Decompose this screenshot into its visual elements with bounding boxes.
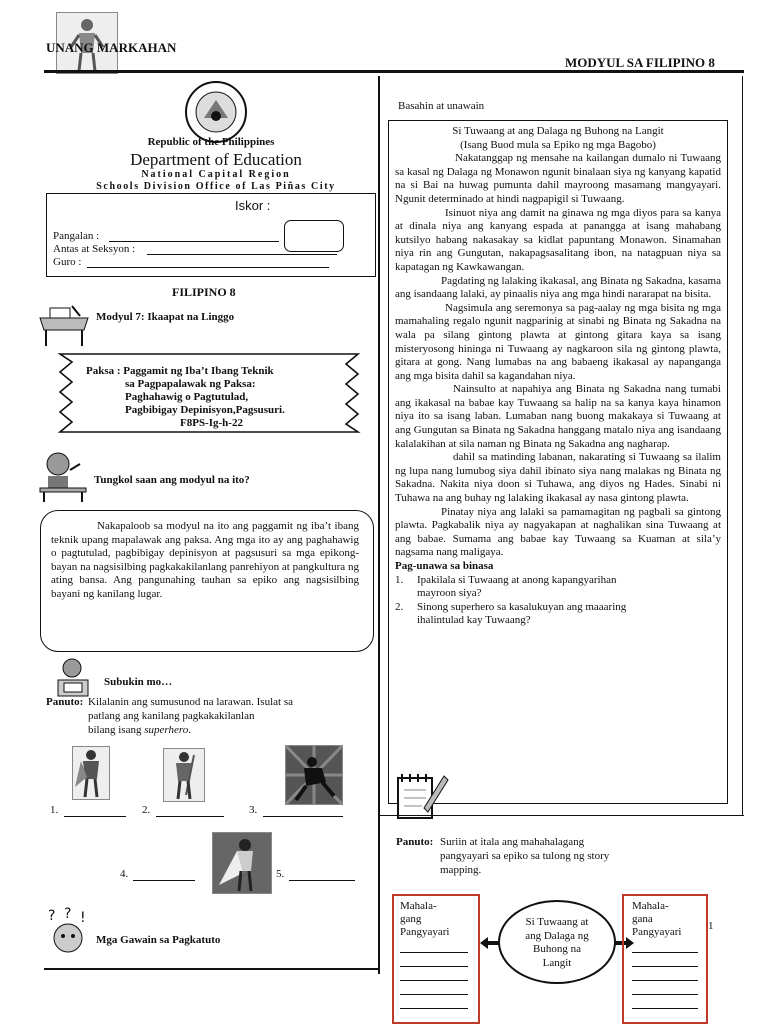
read-label: Basahin at unawain xyxy=(398,100,485,112)
map-right-label-1: Mahala- xyxy=(632,900,669,912)
answer-number-2: 2. xyxy=(142,804,151,816)
column-divider xyxy=(378,76,380,974)
name-label: Pangalan : xyxy=(53,230,100,242)
story-map-left-box xyxy=(392,894,480,1024)
instruction-line-3-text: bilang isang xyxy=(88,724,145,736)
answer-number-5: 5. xyxy=(276,868,285,880)
map-left-label-1: Mahala- xyxy=(400,900,437,912)
story-map-right-box xyxy=(622,894,708,1024)
map-right-line-5[interactable] xyxy=(632,1008,698,1009)
instruction-superhero: superhero xyxy=(144,724,189,736)
svg-text:?: ? xyxy=(64,906,72,922)
instruction-label: Panuto: xyxy=(46,696,84,708)
map-center-line-4: Langit xyxy=(542,956,572,969)
topic-line-1: Paksa : Paggamit ng Iba’t Ibang Teknik xyxy=(86,365,274,377)
topic-line-3: Paghahawig o Pagtutulad, xyxy=(125,391,249,403)
answer-blank-1[interactable] xyxy=(64,816,126,817)
story-paragraph-2: Isinuot niya ang damit na ginawa ng mga diyos para sa kanya at dinala niya ang kanyang espada at panangga at isang mahabang kutsilyo habang nakasakay sa kidlat papuntang Monawon. Sinamahan niya rin ang Gungutan, nakapagsasalitang ibon, na natagpuan niya sa kapatagan ng Kawkawangan. xyxy=(395,206,721,273)
question-1 xyxy=(395,574,721,601)
instruction-line-3 xyxy=(88,724,191,738)
story-paragraph-6: dahil sa matinding labanan, nakarating si Tuwaang sa ilalim ng lupa nang lumubog siya dahil ibinato siya nang malakas ng Binata ng Sakadna. Nakita niya doon si Tuhawa, ang diyos ng Hades. Sinabi ni Tuhawa na ang buhay ng lalaking ikakasal ay nasa gintong plawta. xyxy=(395,451,721,505)
answer-blank-4[interactable] xyxy=(133,880,195,881)
svg-text:!: ! xyxy=(80,910,86,926)
score-box[interactable] xyxy=(284,220,344,252)
about-heading: Tungkol saan ang modyul na ito? xyxy=(94,474,250,486)
question-1-line-1: Ipakilala si Tuwaang at anong kapangyarihan xyxy=(417,573,617,586)
answer-number-3: 3. xyxy=(249,804,258,816)
instruction-line-2: patlang ang kanilang pagkakakilanlan xyxy=(88,710,255,722)
superhero-image-4 xyxy=(212,832,272,894)
story-subtitle: (Isang Buod mula sa Epiko ng mga Bagobo) xyxy=(460,138,656,151)
svg-text:?: ? xyxy=(48,908,56,924)
question-2-line-2: ihalintulad kay Tuwaang? xyxy=(417,614,531,627)
topic-banner xyxy=(46,350,372,436)
deped-seal xyxy=(184,80,248,144)
story-paragraph-5: Nainsulto at napahiya ang Binata ng Sakadna nang tumabi ang ikakasal na babae kay Tuwaang sa halip na sa kanya kaya hinamon niya ito sa isang laban. Lumaban nang buong makakaya si Tuwaang at ang Gungutan sa Binata ng Sakadna hanggang matalo niya ang isandaang kalalakihan at sila naman ng Binata ng Sakadna ang nagharap. xyxy=(395,383,721,450)
instruction-line-1: Kilalanin ang sumusunod na larawan. Isulat sa xyxy=(88,696,293,708)
teacher-label: Guro : xyxy=(53,256,82,268)
superhero-image-3 xyxy=(285,745,343,805)
answer-number-4: 4. xyxy=(120,868,129,880)
map-center-line-1: Si Tuwaang at xyxy=(525,916,589,928)
map-right-line-2[interactable] xyxy=(632,966,698,967)
activities-heading: Mga Gawain sa Pagkatuto xyxy=(96,934,221,946)
question-2 xyxy=(395,601,721,628)
student-desk-icon xyxy=(36,450,90,502)
story-title: Si Tuwaang at ang Dalaga ng Buhong na Langit xyxy=(452,125,664,137)
question-2-line-1: Sinong superhero sa kasalukuyan ang maaaring xyxy=(417,600,627,613)
map-center-line-2: ang Dalaga ng xyxy=(525,929,589,942)
question-marks-icon xyxy=(42,906,94,958)
map-right-label-3: Pangyayari xyxy=(632,926,682,938)
footer-rule-left xyxy=(44,968,378,970)
region-line: National Capital Region xyxy=(141,169,291,180)
student-info-form xyxy=(46,193,376,277)
answer-blank-3[interactable] xyxy=(263,816,343,817)
section-field[interactable] xyxy=(147,254,337,255)
about-text: Nakapaloob sa modyul na ito ang paggamit ng iba’t ibang teknik upang mapalawak ang paksa. Ang mga ito ay ang paghahawig o pagtutulad, pagbibigay depinisyon at pagsusuri sa mga epikong-bayan na nagsisilbing pagkakakilanlang panrehiyon at pangkultura ng ating bansa. Ang pangunahing tauhan sa epiko ang nagsisilbing bayani ng kanilang lugar. xyxy=(51,520,359,600)
map-right-label-2: gana xyxy=(632,913,653,925)
map-right-line-4[interactable] xyxy=(632,994,698,995)
map-left-line-5[interactable] xyxy=(400,1008,468,1009)
map-right-line-3[interactable] xyxy=(632,980,698,981)
story-paragraph-3: Pagdating ng lalaking ikakasal, ang Binata ng Sakadna, kasama ang isandaang lalaki, ay pinaalis niya ang mga hindi nararapat na bisita. xyxy=(395,274,721,301)
section-rule-right xyxy=(380,815,744,816)
story-paragraph-7: Pinatay niya ang lalaki sa pamamagitan ng pagbali sa gintong plawta. Pagkabalik niya ay nagyakapan at naghalikan sina Tuwaang at ang babae. Sumama ang babae kay Tuwaang sa Kuaman at sila’y nagsama nang maligaya. xyxy=(395,505,721,559)
superhero-image-1 xyxy=(72,746,110,800)
comprehension-heading: Pag-unawa sa binasa xyxy=(395,560,494,572)
map-left-line-4[interactable] xyxy=(400,994,468,995)
superhero-image-2 xyxy=(163,748,205,802)
division-line: Schools Division Office of Las Piñas City xyxy=(96,181,336,192)
instruction-period: . xyxy=(188,724,191,736)
subject-title: FILIPINO 8 xyxy=(172,285,236,299)
topic-line-2: sa Pagpapalawak ng Paksa: xyxy=(125,378,256,390)
try-heading: Subukin mo… xyxy=(104,676,173,688)
section-label: Antas at Seksyon : xyxy=(53,243,136,255)
question-2-number: 2. xyxy=(395,600,404,613)
desk-icon xyxy=(36,302,92,348)
notepad-pencil-icon xyxy=(394,768,450,822)
module-week: Modyul 7: Ikaapat na Linggo xyxy=(96,311,235,323)
map-arrow-left xyxy=(480,936,500,948)
teacher-field[interactable] xyxy=(87,267,329,268)
department-line: Department of Education xyxy=(130,150,302,169)
map-left-label-2: gang xyxy=(400,913,422,925)
topic-code: F8PS-Ig-h-22 xyxy=(180,417,243,429)
story-paragraph-4: Nagsimula ang seremonya sa pag-aalay ng mga bisita ng mga mamahaling regalo ngunit nagparinig at sinabi ng Binata ng Sakadna na wala pa silang gintong plawta at gintong gitara kaya sa isang misteryosong hininga ni Tuwaang ay nagkaroon sila ng gintong plawta, gitara at gong. Nang lumabas na ang babaeng ikakasal ay napanganga ang mga bisita dahil sa kagandahan niya. xyxy=(395,301,721,382)
panuto-line-3: mapping. xyxy=(440,864,482,876)
module-title: MODYUL SA FILIPINO 8 xyxy=(565,55,715,70)
name-field[interactable] xyxy=(109,241,279,242)
question-1-number: 1. xyxy=(395,573,404,586)
map-left-line-1[interactable] xyxy=(400,952,468,953)
map-left-label-3: Pangyayari xyxy=(400,926,450,938)
map-center-line-3: Buhong na xyxy=(533,943,581,956)
story-box xyxy=(388,120,728,804)
topic-line-4: Pagbibigay Depinisyon,Pagsusuri. xyxy=(125,404,285,416)
score-label: Iskor : xyxy=(235,198,271,213)
about-box xyxy=(40,510,374,652)
answer-blank-5[interactable] xyxy=(289,880,355,881)
answer-blank-2[interactable] xyxy=(156,816,224,817)
header-rule xyxy=(44,70,744,73)
map-left-line-2[interactable] xyxy=(400,966,468,967)
right-frame-edge xyxy=(742,76,743,816)
story-map-center-oval xyxy=(498,900,616,984)
quarter-title: UNANG MARKAHAN xyxy=(46,40,177,55)
panuto-line-2: pangyayari sa epiko sa tulong ng story xyxy=(440,850,610,862)
question-1-line-2: mayroon siya? xyxy=(417,587,482,600)
story-paragraph-1: Nakatanggap ng mensahe na kailangan dumalo ni Tuwaang sa kasal ng Dalaga ng Monawon ngunit binalaan siya ng kanyang kapatid na si Bai na huwag pumunta dahil mayroong masamang mangyayari. Ngunit determinado at hindi nagpapigil si Tuwaang. xyxy=(395,152,721,205)
computer-kid-icon xyxy=(52,656,96,700)
answer-number-1: 1. xyxy=(50,804,59,816)
map-right-line-1[interactable] xyxy=(632,952,698,953)
republic-line: Republic of the Philippines xyxy=(147,136,275,148)
panuto-label: Panuto: xyxy=(396,836,434,848)
page-number: 1 xyxy=(708,920,714,932)
map-left-line-3[interactable] xyxy=(400,980,468,981)
panuto-line-1: Suriin at itala ang mahahalagang xyxy=(440,836,585,848)
